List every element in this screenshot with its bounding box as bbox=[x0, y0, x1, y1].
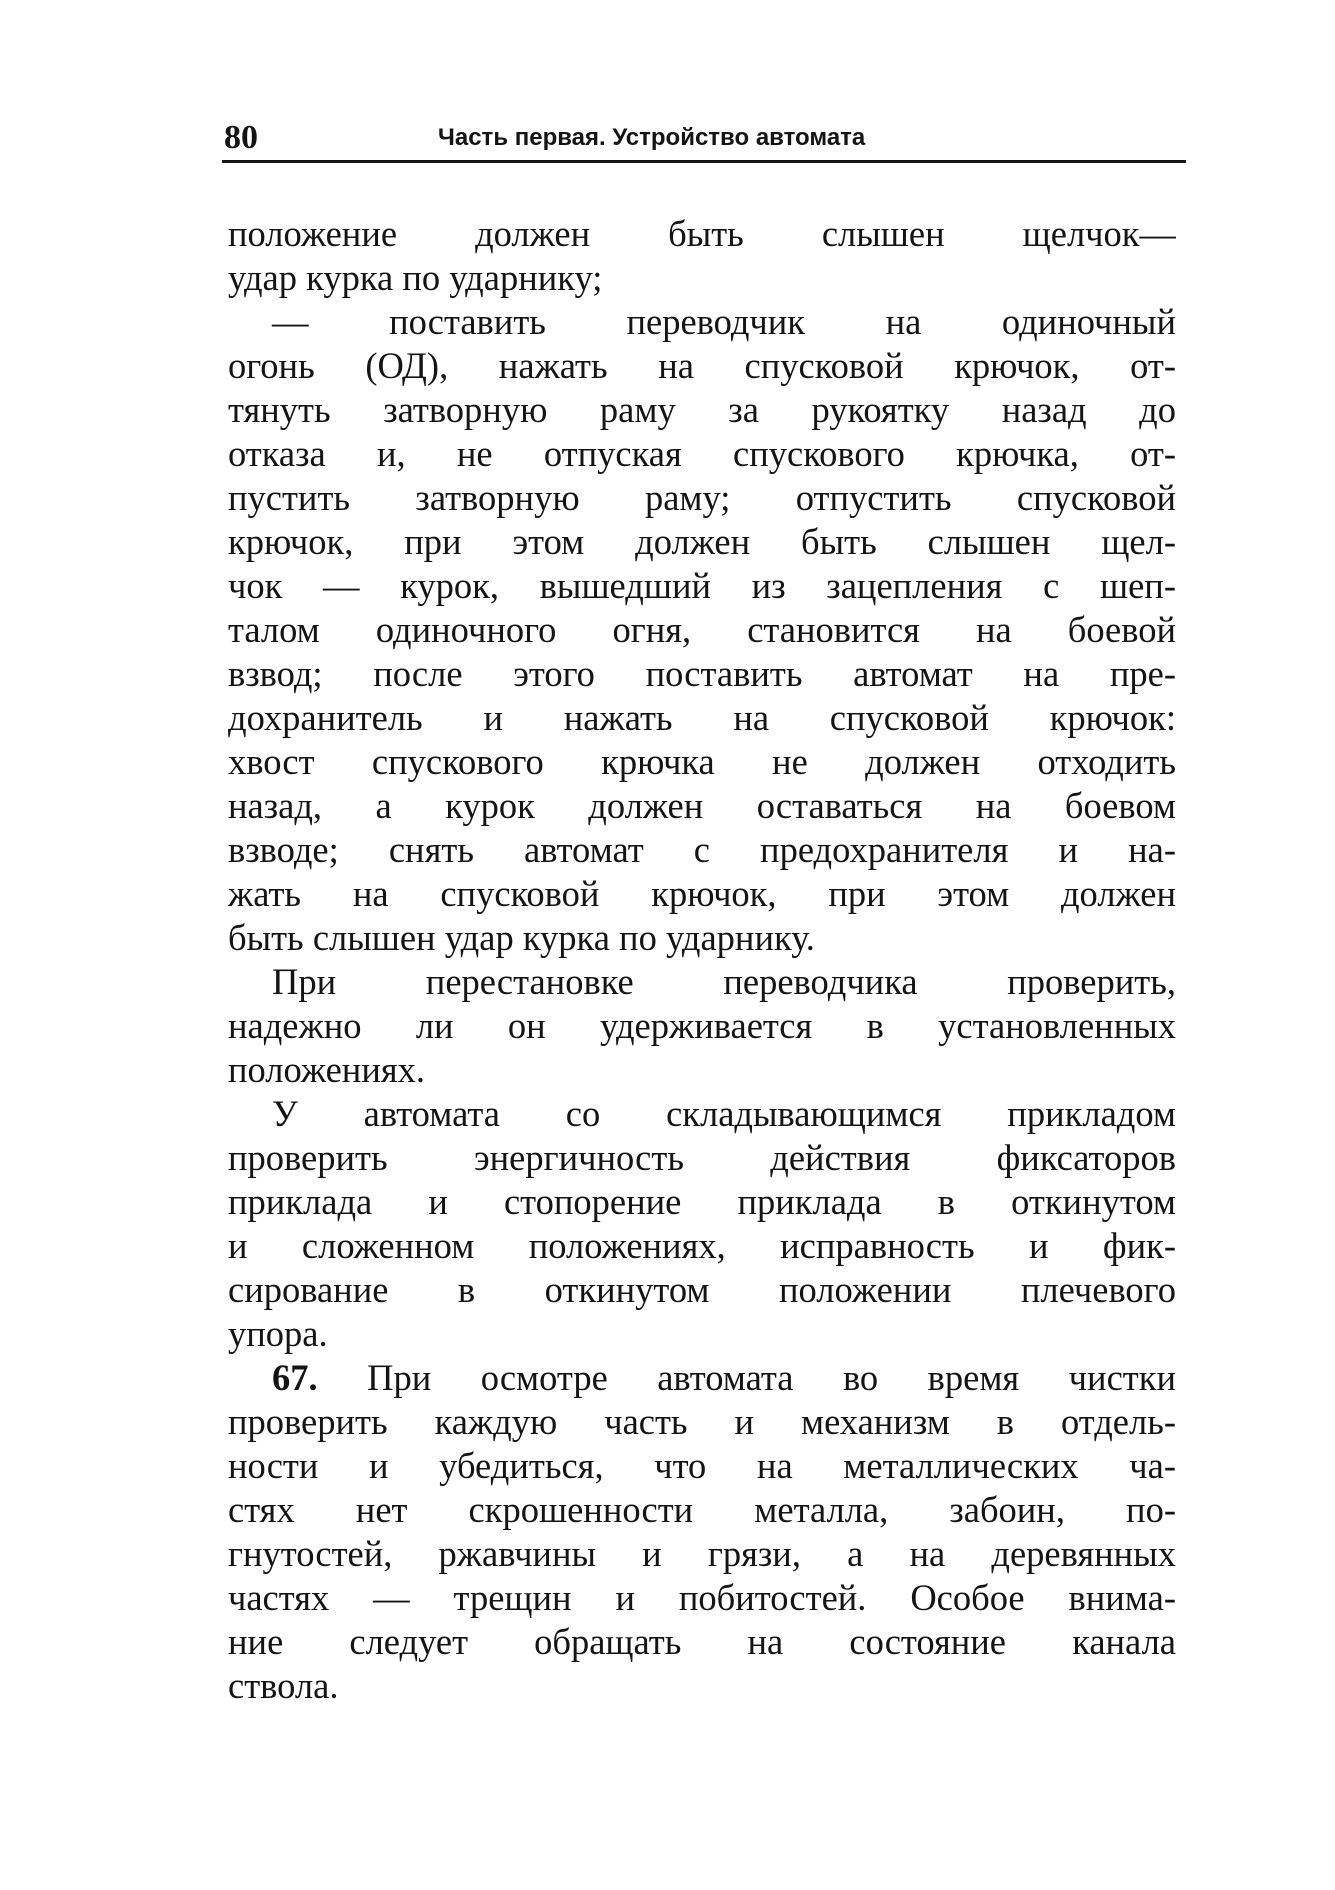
text-line: сирование в откинутом положении плечевого bbox=[228, 1269, 1176, 1310]
body-text bbox=[228, 212, 1176, 1708]
numbered-paragraph bbox=[228, 1356, 1176, 1708]
text-line: упора. bbox=[228, 1313, 328, 1354]
text-line: положениях. bbox=[228, 1049, 426, 1090]
paragraph bbox=[228, 960, 1176, 1092]
text-line: огонь (ОД), нажать на спусковой крючок, от- bbox=[228, 345, 1176, 386]
text-line: ности и убедиться, что на металлических ча- bbox=[228, 1445, 1176, 1486]
first-line-text: При осмотре автомата во время чистки bbox=[367, 1357, 1176, 1398]
text-line: проверить каждую часть и механизм в отдель- bbox=[228, 1401, 1176, 1442]
text-line: проверить энергичность действия фиксаторов bbox=[228, 1137, 1176, 1178]
text-line: приклада и стопорение приклада в откинутом bbox=[228, 1181, 1176, 1222]
text-line: У автомата со складывающимся прикладом bbox=[272, 1093, 1176, 1134]
text-line: ние следует обращать на состояние канала bbox=[228, 1621, 1176, 1662]
text-line: — поставить переводчик на одиночный bbox=[272, 301, 1176, 342]
text-line: отказа и, не отпуская спускового крючка, от- bbox=[228, 433, 1176, 474]
text-line: ствола. bbox=[228, 1665, 339, 1706]
text-line: быть слышен удар курка по ударнику. bbox=[228, 917, 815, 958]
page-number: 80 bbox=[224, 119, 258, 156]
running-head: Часть первая. Устройство автомата bbox=[438, 124, 866, 151]
page-header bbox=[224, 116, 1188, 160]
text-line: жать на спусковой крючок, при этом должен bbox=[228, 873, 1176, 914]
paragraph bbox=[228, 300, 1176, 960]
text-line: тянуть затворную раму за рукоятку назад до bbox=[228, 389, 1176, 430]
text-line: стях нет скрошенности металла, забоин, по- bbox=[228, 1489, 1176, 1530]
text-line: положение должен быть слышен щелчок— bbox=[228, 213, 1176, 254]
text-line: надежно ли он удерживается в установленных bbox=[228, 1005, 1176, 1046]
text-line: дохранитель и нажать на спусковой крючок: bbox=[228, 697, 1176, 738]
text-line: чок — курок, вышедший из зацепления с шеп- bbox=[228, 565, 1176, 606]
paragraph-number: 67. bbox=[272, 1357, 318, 1398]
text-line bbox=[228, 1356, 1176, 1400]
text-line: При перестановке переводчика проверить, bbox=[272, 961, 1176, 1002]
text-line: и сложенном положениях, исправность и фик- bbox=[228, 1225, 1176, 1266]
text-line: взводе; снять автомат с предохранителя и на- bbox=[228, 829, 1176, 870]
text-line: пустить затворную раму; отпустить спусковой bbox=[228, 477, 1176, 518]
paragraph bbox=[228, 1092, 1176, 1356]
text-line: взвод; после этого поставить автомат на пре- bbox=[228, 653, 1176, 694]
header-rule bbox=[222, 160, 1186, 163]
text-line: удар курка по ударнику; bbox=[228, 257, 603, 298]
text-line: хвост спускового крючка не должен отходить bbox=[228, 741, 1176, 782]
text-line: талом одиночного огня, становится на боевой bbox=[228, 609, 1176, 650]
text-line: назад, а курок должен оставаться на боевом bbox=[228, 785, 1176, 826]
text-line: частях — трещин и побитостей. Особое внима- bbox=[228, 1577, 1176, 1618]
text-line: гнутостей, ржавчины и грязи, а на деревянных bbox=[228, 1533, 1176, 1574]
text-line: крючок, при этом должен быть слышен щел- bbox=[228, 521, 1176, 562]
paragraph bbox=[228, 212, 1176, 300]
